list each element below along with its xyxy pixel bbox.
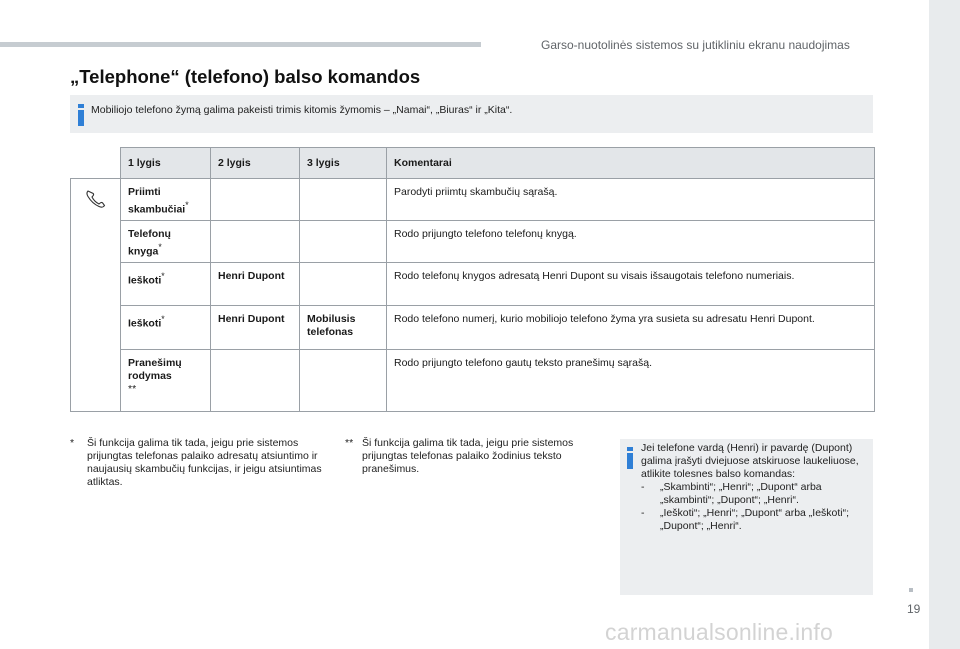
footnote-mark: * [70, 437, 75, 449]
tip-text [641, 442, 869, 533]
cell-level2 [211, 179, 300, 221]
column-header-level3: 3 lygis [300, 148, 387, 179]
tip-list-item: - „Ieškoti“; „Henri“; „Dupont“ arba „Ieškoti“; „Dupont“; „Henri“. [641, 507, 850, 532]
cell-comment: Rodo telefono numerį, kurio mobiliojo telefono žyma yra susieta su adresatu Henri Dupont. [387, 306, 875, 350]
info-note-box [70, 95, 873, 133]
cell-level2 [211, 221, 300, 263]
page-title: „Telephone“ (telefono) balso komandos [70, 66, 421, 87]
column-header-level1: 1 lygis [121, 148, 211, 179]
cell-level2: Henri Dupont [211, 263, 300, 306]
footnote-double [345, 437, 585, 482]
cell-level2: Henri Dupont [211, 306, 300, 350]
cell-comment: Rodo telefonų knygos adresatą Henri Dupont su visais išsaugotais telefono numeriais. [387, 263, 875, 306]
footnote-text: Ši funkcija galima tik tada, jeigu prie sistemos prijungtas telefonas palaiko žodinius teksto pranešimus. [362, 437, 574, 475]
cell-level3 [300, 221, 387, 263]
page-number: 19 [907, 602, 921, 616]
cell-level3 [300, 263, 387, 306]
column-header-comment: Komentarai [387, 148, 875, 179]
header-rule [0, 42, 481, 47]
table-header-blank [71, 148, 121, 179]
tip-box [620, 439, 873, 595]
table-header-row [71, 148, 875, 179]
tip-intro: Jei telefone vardą (Henri) ir pavardę (Dupont) galima įrašyti dviejuose atskiruose laukeliuose, atlikite tolesnes balso komandas: [641, 442, 859, 480]
info-note-text: Mobiliojo telefono žymą galima pakeisti trimis kitomis žymomis – „Namai“, „Biuras“ ir „Kita“. [91, 104, 513, 116]
phone-handset-icon [71, 179, 121, 225]
cell-comment: Parodyti priimtų skambučių sąrašą. [387, 179, 875, 221]
tip-list-item: - „Skambinti“; „Henri“; „Dupont“ arba „skambinti“; „Dupont“; „Henri“. [641, 481, 822, 506]
table-row [71, 221, 875, 263]
table-row [71, 179, 875, 221]
cell-comment: Rodo prijungto telefono gautų teksto pranešimų sąrašą. [387, 350, 875, 412]
cell-level3: Mobilusis telefonas [300, 306, 387, 350]
cell-comment: Rodo prijungto telefono telefonų knygą. [387, 221, 875, 263]
column-header-level2: 2 lygis [211, 148, 300, 179]
cell-level1: Pranešimų rodymas ** [121, 350, 211, 412]
table-row [71, 263, 875, 306]
cell-level1: Ieškoti* [121, 263, 211, 306]
watermark: carmanualsonline.info [605, 619, 833, 645]
cell-level1: Ieškoti* [121, 306, 211, 350]
cell-level1: Priimti skambučiai* [121, 179, 211, 221]
cell-level1: Telefonų knyga* [121, 221, 211, 263]
voice-command-table [70, 147, 875, 412]
footnote-mark: ** [345, 437, 354, 449]
cell-level3 [300, 350, 387, 412]
table-row [71, 306, 875, 350]
table-icon-cell [71, 179, 121, 412]
page-edge-strip [929, 0, 960, 649]
cell-level2 [211, 350, 300, 412]
section-title: Garso-nuotolinės sistemos su jutikliniu ekranu naudojimas [541, 38, 850, 52]
footnote-single [70, 437, 326, 497]
table-row [71, 350, 875, 412]
cell-level3 [300, 179, 387, 221]
page-dot [909, 588, 913, 592]
footnote-text: Ši funkcija galima tik tada, jeigu prie sistemos prijungtas telefonas palaiko adresatų atsiuntimo ir naujausių skambučių funkcijas, ir jeigu atsiuntimas atliktas. [87, 437, 322, 488]
